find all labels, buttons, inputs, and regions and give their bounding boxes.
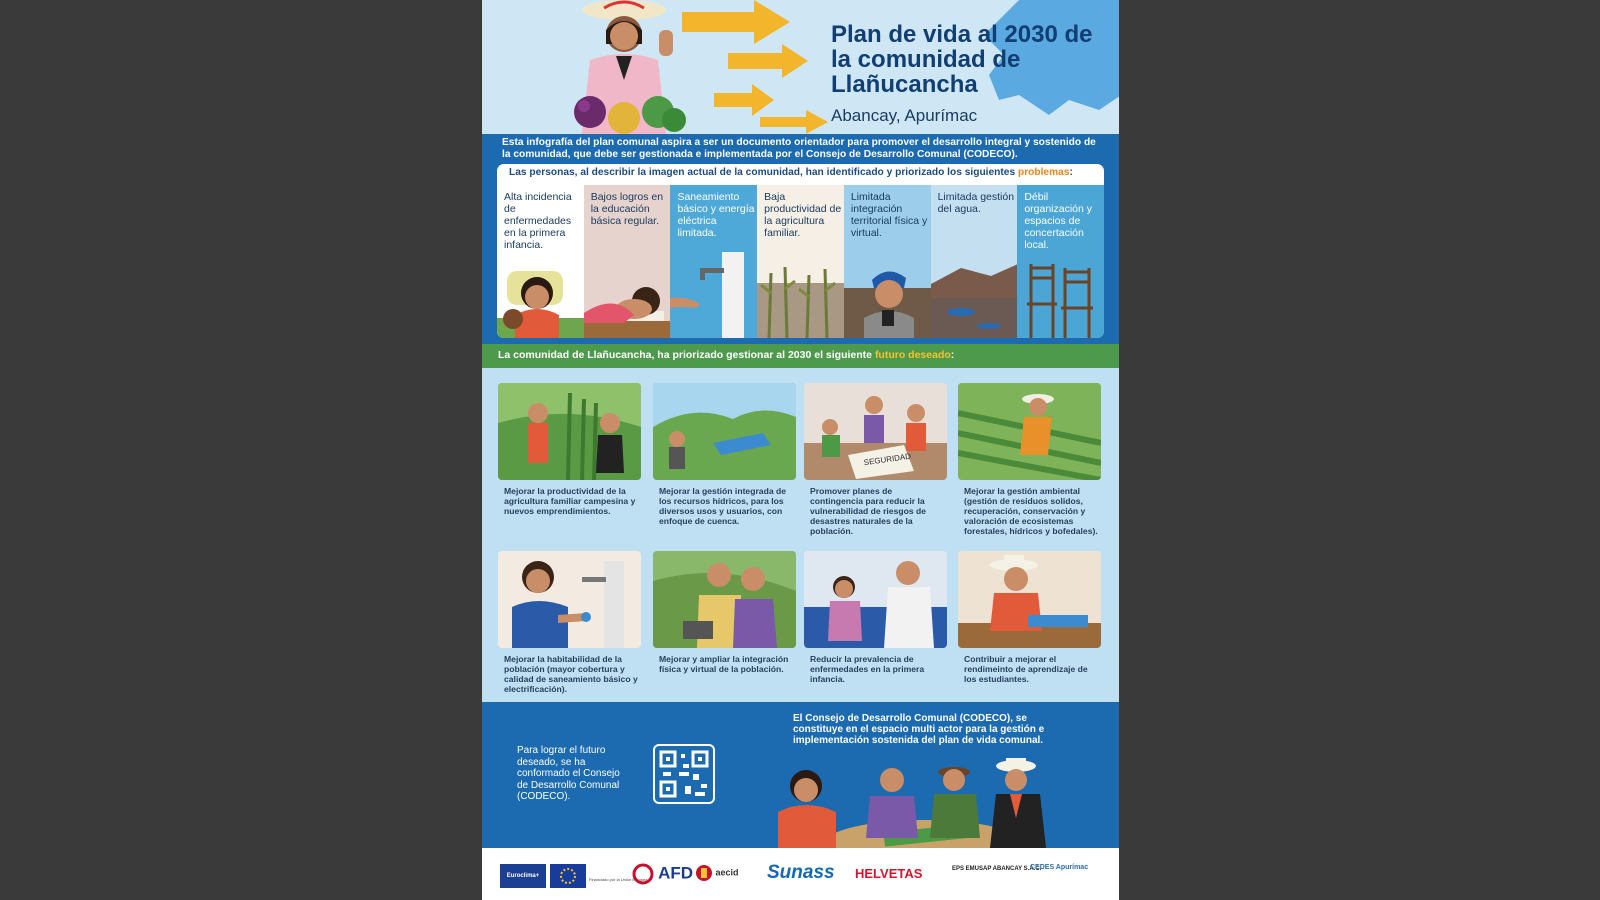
codeco-note: Para lograr el futuro deseado, se ha conformado el Consejo de Desarrollo Comunal (CODECO). xyxy=(517,745,620,802)
aecid-mark-icon xyxy=(695,864,713,882)
afd-logo xyxy=(632,863,693,885)
eu-funding-note: Financiado por la Unión Europea xyxy=(589,877,648,882)
problem-item xyxy=(670,185,757,338)
page-title: Plan de vida al 2030 de la comunidad de Llañucancha xyxy=(831,21,1093,98)
problem-item xyxy=(1017,185,1104,338)
future-heading-end: : xyxy=(950,349,955,361)
cedes-apurimac-logo: CEDES Apurímac xyxy=(1030,864,1089,871)
qr-code[interactable] xyxy=(653,744,715,804)
problem-text: Baja productividad de la agricultura familiar. xyxy=(764,191,842,239)
sick-child-illustration xyxy=(497,263,584,338)
goal-card xyxy=(958,551,1101,684)
afd-logo-text: AFD xyxy=(658,863,694,883)
goal-text: Mejorar la gestión ambiental (gestión de residuos solidos, recuperación, conservación y valoración de ecosistemas forestales, hídricos y bofedales). xyxy=(964,486,1098,536)
empty-chairs-illustration xyxy=(1017,248,1104,338)
goal-card xyxy=(498,551,641,694)
infographic-poster xyxy=(482,0,1119,900)
sunass-logo: Sunass xyxy=(767,862,835,883)
child-health-checkup-illustration xyxy=(804,551,947,648)
contingency-planning-illustration xyxy=(804,383,947,480)
goal-text: Mejorar y ampliar la integración física y virtual de la población. xyxy=(659,654,789,674)
problem-text: Saneamiento básico y energía eléctrica limitada. xyxy=(677,191,755,239)
future-heading-lead: La comunidad de Llañucancha, ha priorizado gestionar al 2030 el siguiente xyxy=(498,349,873,361)
problem-text: Alta incidencia de enfermedades en la primera infancia. xyxy=(504,191,572,251)
problems-panel xyxy=(497,164,1104,338)
man-with-phone-illustration xyxy=(844,248,931,338)
eps-emusap-logo: EPS EMUSAP ABANCAY S.A.C. xyxy=(952,866,1042,872)
goal-card xyxy=(653,551,796,674)
problem-text: Limitada gestión del agua. xyxy=(937,191,1015,215)
goal-card xyxy=(498,383,641,516)
problem-item xyxy=(584,185,671,338)
dry-riverbed-illustration xyxy=(931,238,1018,338)
people-with-laptop-illustration xyxy=(653,551,796,648)
problem-item xyxy=(757,185,844,338)
problem-text: Débil organización y espacios de concertación local. xyxy=(1024,191,1093,251)
future-highlight: futuro deseado xyxy=(874,349,951,361)
problem-text: Bajos logros en la educación básica regular. xyxy=(590,191,664,227)
sponsor-logos xyxy=(482,848,1119,900)
problem-item xyxy=(931,185,1018,338)
goal-text: Contribuir a mejorar el rendimeinto de aprendizaje de los estudiantes. xyxy=(964,654,1088,684)
washing-hands-illustration xyxy=(498,551,641,648)
goal-card xyxy=(804,551,947,684)
goal-card xyxy=(804,383,947,536)
eu-flag-icon xyxy=(550,864,586,888)
intro-text: Esta infografía del plan comunal aspira a ser un documento orientador para promover el desarrollo integral y sostenido de la comunidad, que debe ser gestionada e implementada por el Consejo de Desarrollo Comunal (CODECO). xyxy=(502,137,1096,160)
problems-heading-end: : xyxy=(1069,167,1073,178)
problems-heading-lead: Las personas, al describir la imagen actual de la comunidad, han identificado y priorizado los siguientes xyxy=(509,167,1016,178)
codeco-description: El Consejo de Desarrollo Comunal (CODECO), se constituye en el espacio multi actor para la gestión e implementación sostenida del plan de vida comunal. xyxy=(793,713,1045,746)
helvetas-logo: HELVETAS xyxy=(855,866,923,881)
goal-text: Promover planes de contingencia para reducir la vulnerabilidad de riesgos de desastres naturales de la población. xyxy=(810,486,927,536)
goal-text: Mejorar la habitabilidad de la población (mayor cobertura y calidad de saneamiento básico y electrificación). xyxy=(504,654,638,694)
problem-item xyxy=(844,185,931,338)
future-banner xyxy=(482,344,1119,368)
problems-list xyxy=(497,185,1104,338)
goal-text: Mejorar la gestión integrada de los recursos hídricos, para los diversos usos y usuarios, con enfoque de cuenca. xyxy=(659,486,787,526)
farming-illustration xyxy=(498,383,641,480)
arrow-right-icon xyxy=(760,110,830,134)
problems-heading xyxy=(509,167,1073,178)
future-heading xyxy=(498,349,954,361)
goal-card xyxy=(958,383,1101,536)
arrow-right-icon xyxy=(682,0,792,44)
sleeping-student-illustration xyxy=(584,263,671,338)
board-label: SEGURIDAD xyxy=(863,451,912,468)
problem-item xyxy=(497,185,584,338)
intro-section xyxy=(482,134,1119,344)
arrow-right-icon xyxy=(728,44,810,78)
goal-text: Reducir la prevalencia de enfermedades en la primera infancia. xyxy=(810,654,925,684)
dry-crops-illustration xyxy=(757,263,844,338)
page-subtitle: Abancay, Apurímac xyxy=(831,106,978,125)
header xyxy=(482,0,1119,134)
aecid-logo-text: aecid xyxy=(715,867,739,878)
problems-highlight: problemas xyxy=(1017,167,1070,178)
goal-text: Mejorar la productividad de la agricultura familiar campesina y nuevos emprendimientos. xyxy=(504,486,636,516)
aecid-logo xyxy=(695,864,739,882)
community-meeting-illustration xyxy=(754,758,1094,848)
afd-ring-icon xyxy=(632,863,654,885)
goal-card xyxy=(653,383,796,526)
student-studying-illustration xyxy=(958,551,1101,648)
environment-illustration xyxy=(958,383,1101,480)
water-tap-illustration xyxy=(670,248,757,338)
euroclima-logo: Euroclima+ xyxy=(500,864,546,888)
water-management-illustration xyxy=(653,383,796,480)
problem-text: Limitada integración territorial física y virtual. xyxy=(850,191,928,239)
codeco-section xyxy=(482,702,1119,848)
